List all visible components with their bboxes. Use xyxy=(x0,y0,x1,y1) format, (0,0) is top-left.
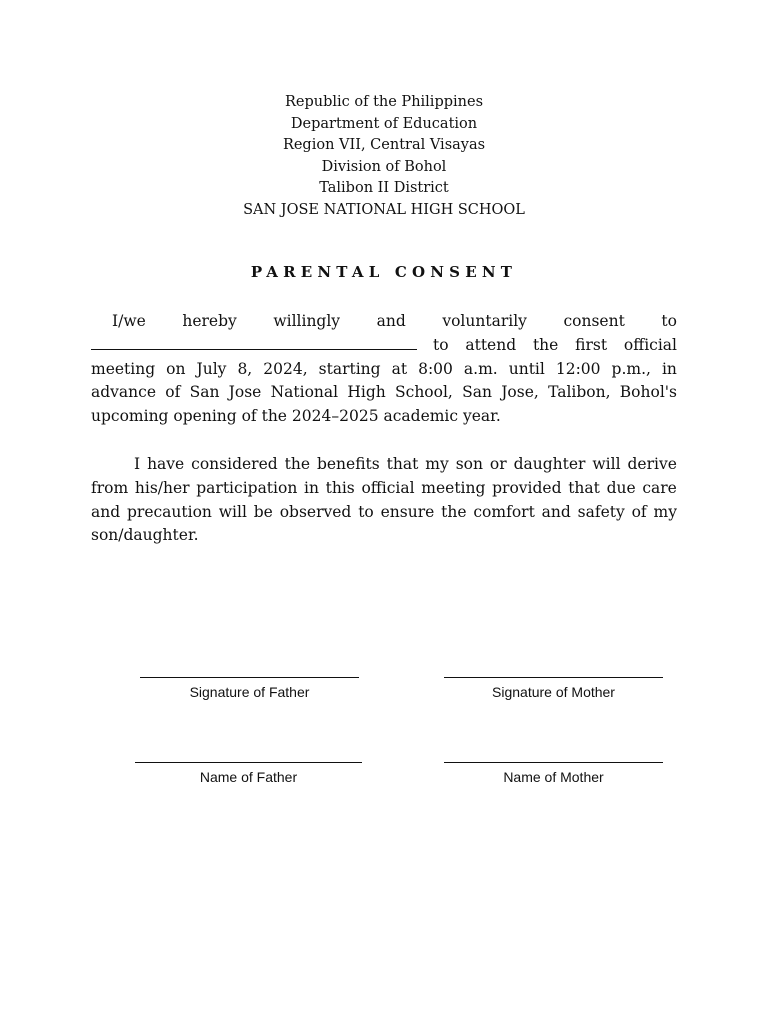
word: National xyxy=(270,383,339,402)
word: official xyxy=(623,335,677,354)
paragraph1-line1 xyxy=(91,310,677,334)
paragraph1-line4 xyxy=(91,381,677,405)
word: precaution xyxy=(127,502,212,521)
header-region: Region VII, Central Visayas xyxy=(282,137,486,154)
header-school: SAN JOSE NATIONAL HIGH SCHOOL xyxy=(243,201,525,218)
mother-name-line xyxy=(444,762,663,763)
word: High xyxy=(347,383,386,402)
word: attend xyxy=(465,335,517,354)
student-name-blank[interactable] xyxy=(91,334,417,350)
word: Talibon, xyxy=(548,383,611,402)
word: of xyxy=(165,383,181,402)
father-signature-field[interactable] xyxy=(140,677,359,700)
word: benefits xyxy=(316,455,380,473)
word: Bohol's xyxy=(619,383,677,402)
word: School, xyxy=(395,383,453,402)
paragraph1-line3 xyxy=(91,358,677,382)
word: of xyxy=(631,502,647,521)
word: the xyxy=(532,335,559,354)
word: the xyxy=(284,455,310,473)
word: p.m., xyxy=(611,359,651,378)
paragraph2-line3 xyxy=(91,501,677,525)
word: son xyxy=(455,455,483,473)
word: my xyxy=(425,455,449,473)
word: be xyxy=(253,502,273,521)
word: participation xyxy=(196,478,298,497)
word: in xyxy=(304,478,319,497)
mother-signature-field[interactable] xyxy=(444,677,663,700)
paragraph2-line4: son/daughter. xyxy=(91,526,199,545)
word: official xyxy=(361,478,415,497)
mother-signature-label: Signature of Mother xyxy=(492,684,615,700)
father-signature-label: Signature of Father xyxy=(189,684,310,700)
header-division: Division of Bohol xyxy=(321,158,447,175)
word: that xyxy=(568,478,600,497)
word: the xyxy=(441,502,467,521)
word: I xyxy=(134,455,141,473)
word: have xyxy=(147,455,185,473)
word: care xyxy=(642,478,677,497)
mother-name-label: Name of Mother xyxy=(503,769,604,785)
word: comfort xyxy=(473,502,535,521)
word: to xyxy=(661,312,677,330)
mother-name-field[interactable] xyxy=(444,762,663,785)
word: San xyxy=(462,383,492,402)
document-title: PARENTAL CONSENT xyxy=(250,263,518,281)
word: and xyxy=(376,312,406,330)
word: meeting xyxy=(421,478,486,497)
letterhead xyxy=(0,92,768,222)
word: ensure xyxy=(380,502,435,521)
word: 8, xyxy=(237,359,253,378)
paragraph2-line1 xyxy=(91,453,677,477)
paragraph2-line2 xyxy=(91,477,677,501)
header-district: Talibon II District xyxy=(319,180,449,197)
word: first xyxy=(575,335,608,354)
mother-signature-line xyxy=(444,677,663,678)
word: my xyxy=(653,502,677,521)
word: will xyxy=(592,455,621,473)
word: and xyxy=(91,502,121,521)
word: advance xyxy=(91,383,156,402)
father-name-line xyxy=(135,762,362,763)
word: in xyxy=(661,359,677,378)
word: San xyxy=(189,383,220,402)
header-republic: Republic of the Philippines xyxy=(284,94,484,110)
word: a.m. xyxy=(463,359,498,378)
word: 12:00 xyxy=(555,359,601,378)
paragraph1-line2-words xyxy=(433,334,677,358)
word: his/her xyxy=(134,478,190,497)
word: until xyxy=(508,359,545,378)
word: on xyxy=(166,359,186,378)
word: derive xyxy=(627,455,677,473)
word: and xyxy=(541,502,571,521)
word: July xyxy=(196,359,227,378)
word: meeting xyxy=(91,359,156,378)
word: will xyxy=(218,502,247,521)
word: starting xyxy=(318,359,381,378)
word: from xyxy=(91,478,129,497)
father-signature-line xyxy=(140,677,359,678)
word: I/we xyxy=(112,312,146,330)
benefits-paragraph xyxy=(91,453,677,548)
word: due xyxy=(606,478,636,497)
word: provided xyxy=(492,478,562,497)
word: willingly xyxy=(273,312,341,330)
word: this xyxy=(325,478,355,497)
word: 2024, xyxy=(263,359,308,378)
word: Jose xyxy=(228,383,262,402)
word: safety xyxy=(577,502,625,521)
word: consent xyxy=(563,312,625,330)
paragraph1-line5: upcoming opening of the 2024–2025 academic year. xyxy=(91,407,501,426)
word: at xyxy=(391,359,408,378)
word: Jose, xyxy=(501,383,539,402)
word: considered xyxy=(191,455,278,473)
word: hereby xyxy=(182,312,237,330)
word: that xyxy=(386,455,419,473)
word: 8:00 xyxy=(418,359,453,378)
paragraph1-line2 xyxy=(91,334,677,358)
father-name-label: Name of Father xyxy=(199,769,298,785)
header-department: Department of Education xyxy=(290,115,478,132)
word: or xyxy=(489,455,507,473)
word: observed xyxy=(279,502,352,521)
word: to xyxy=(358,502,374,521)
word: to xyxy=(433,335,449,354)
consent-paragraph xyxy=(91,310,677,429)
word: voluntarily xyxy=(442,312,527,330)
father-name-field[interactable] xyxy=(135,762,362,785)
word: daughter xyxy=(513,455,586,473)
